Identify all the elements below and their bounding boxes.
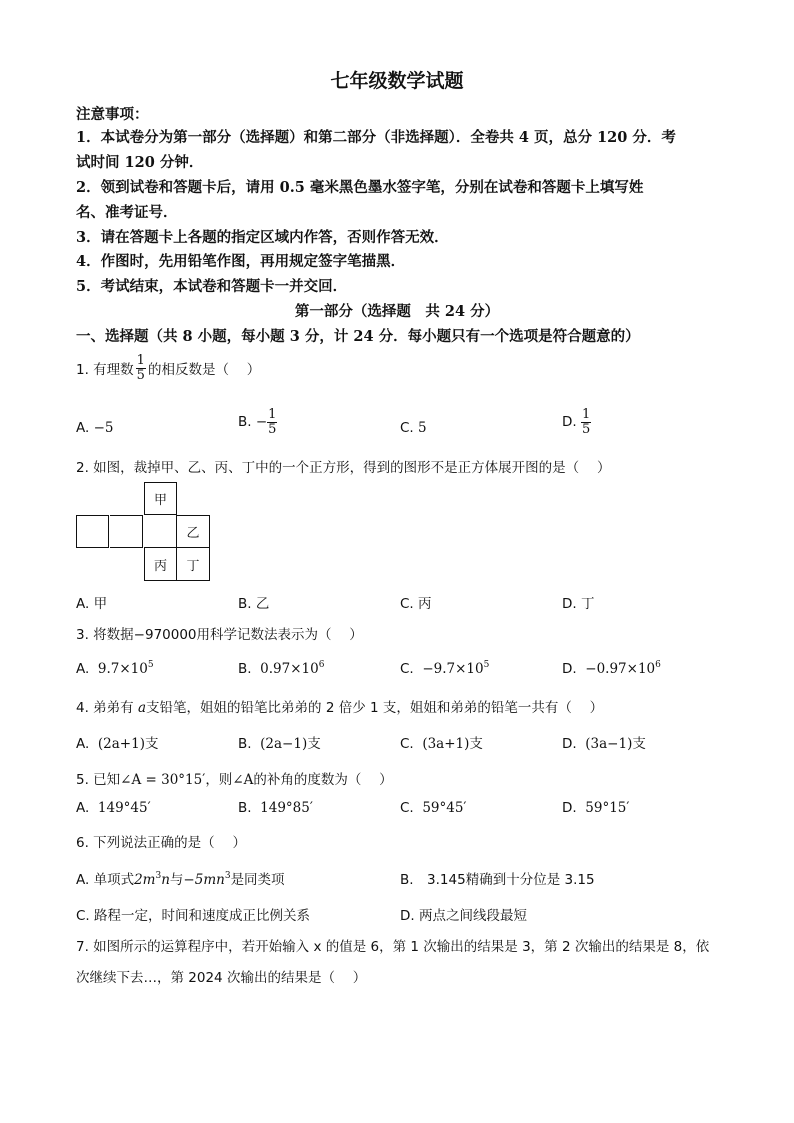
question-3-option-b (238, 660, 324, 677)
fraction-denominator: 5 (136, 367, 145, 383)
question-3-option-d (562, 660, 661, 677)
question-4-option-c (400, 732, 483, 752)
option-text: 与 (169, 872, 184, 888)
question-1-option-c (400, 420, 427, 436)
question-5-option-c (400, 800, 466, 816)
option-label: A. (76, 420, 90, 436)
notice-item: 2．领到试卷和答题卡后，请用 0.5 毫米黑色墨水签字笔，分别在试卷和答题卡上填写姓 (76, 179, 644, 196)
option-expression: (2a−1) (260, 736, 308, 752)
question-6-option-c: C. 路程一定，时间和速度成正比例关系 (76, 908, 311, 924)
notice-heading: 注意事项： (76, 106, 149, 123)
option-exponent: 6 (655, 660, 661, 670)
option-expression: (3a−1) (585, 736, 633, 752)
option-unit: 支 (307, 736, 321, 752)
question-5-option-b (238, 800, 313, 816)
option-unit: 支 (144, 736, 159, 752)
option-exponent: 6 (318, 660, 325, 670)
net-cell-jia: 甲 (144, 482, 177, 515)
option-sign: − (255, 414, 268, 431)
option-value: 59°45′ (422, 800, 467, 816)
question-2-stem: 2. 如图，裁掉甲、乙、丙、丁中的一个正方形，得到的图形不是正方体展开图的是（ ） (76, 460, 611, 476)
notice-item: 试时间 120 分钟． (76, 154, 204, 171)
question-1-option-b (238, 408, 277, 436)
option-base: 0.97×10 (260, 661, 319, 677)
question-4-stem (76, 696, 603, 716)
option-base: −0.97×10 (585, 661, 656, 677)
fraction-numerator: 1 (268, 407, 277, 422)
net-cell (144, 515, 177, 548)
option-value: 149°85′ (260, 800, 313, 816)
option-exponent: 3 (155, 871, 162, 881)
option-text: A. 单项式 (76, 872, 135, 888)
option-label: C. (400, 661, 414, 677)
question-5-option-a (76, 800, 151, 816)
fraction-denominator: 5 (581, 421, 591, 437)
question-3-option-a (76, 660, 154, 677)
question-6-option-a (76, 868, 285, 888)
question-5-angle: ∠A = 30°15′ (120, 772, 206, 788)
option-value: 5 (418, 420, 427, 436)
notice-item: 1．本试卷分为第一部分（选择题）和第二部分（非选择题）．全卷共 4 页，总分 120 分．考 (76, 129, 676, 146)
question-4-option-d (562, 732, 646, 752)
question-4-text-b: 支铅笔，姐姐的铅笔比弟弟的 2 倍少 1 支，姐姐和弟弟的铅笔一共有（ ） (146, 700, 604, 716)
question-2-option-b: B. 乙 (238, 596, 270, 612)
question-3-option-c (400, 660, 489, 677)
net-cell (76, 515, 109, 548)
question-1-text-b: 的相反数是（ ） (147, 362, 261, 379)
option-label: C. (400, 736, 414, 752)
question-5-text-a: 5. 已知 (76, 772, 121, 788)
option-fraction (267, 408, 277, 436)
question-7-stem-line2: 次继续下去…，第 2024 次输出的结果是（ ） (76, 970, 367, 986)
net-cell-yi: 乙 (177, 515, 210, 548)
net-cell (110, 515, 143, 548)
page-title: 七年级数学试题 (330, 70, 464, 92)
option-term: n (161, 872, 170, 888)
option-label: D. (562, 800, 577, 816)
option-term: −5mn (183, 872, 225, 888)
option-label: C. (400, 800, 414, 816)
option-base: −9.7×10 (422, 661, 484, 677)
question-5-stem (76, 768, 393, 788)
option-expression: (3a+1) (422, 736, 470, 752)
option-value: −5 (93, 420, 114, 436)
option-label: D. (562, 414, 577, 431)
question-3-stem: 3. 将数据−970000用科学记数法表示为（ ） (76, 627, 363, 643)
question-7-stem-line1: 7. 如图所示的运算程序中，若开始输入 x 的值是 6，第 1 次输出的结果是 3，第 2 次输出的结果是 8，依 (76, 939, 710, 955)
net-cell-bing: 丙 (144, 548, 177, 581)
option-exponent: 5 (147, 660, 154, 670)
question-5-text-c: 的补角的度数为（ ） (253, 772, 393, 788)
question-5-angle-ref: ∠A (232, 772, 254, 788)
question-4-text-a: 4. 弟弟有 (76, 700, 134, 716)
question-5-option-d (562, 800, 629, 816)
question-6-option-b: B. 3.145精确到十分位是 3.15 (400, 872, 595, 888)
option-label: D. (562, 661, 577, 677)
notice-item: 4．作图时，先用铅笔作图，再用规定签字笔描黑． (76, 253, 406, 270)
option-label: B. (238, 661, 252, 677)
option-exponent: 5 (483, 660, 490, 670)
option-label: D. (562, 736, 577, 752)
option-label: B. (238, 800, 252, 816)
fraction-numerator: 1 (581, 407, 591, 422)
question-2-option-d: D. 丁 (562, 596, 595, 612)
question-1-text-a: 1. 有理数 (76, 362, 134, 379)
option-unit: 支 (632, 736, 646, 752)
question-4-option-a (76, 732, 158, 752)
section1-heading: 一、选择题（共 8 小题，每小题 3 分，计 24 分．每小题只有一个选项是符合题意的） (76, 328, 640, 345)
question-6-option-d: D. 两点之间线段最短 (400, 908, 527, 924)
option-label: C. (400, 420, 414, 436)
option-exponent: 3 (224, 871, 231, 881)
notice-item: 名、准考证号． (76, 204, 178, 221)
question-2-option-a: A. 甲 (76, 596, 108, 612)
question-4-option-b (238, 732, 321, 752)
question-1-fraction (136, 354, 146, 382)
fraction-denominator: 5 (268, 421, 277, 437)
option-base: 9.7×10 (97, 661, 148, 677)
question-4-variable: a (137, 700, 147, 716)
option-unit: 支 (469, 736, 483, 752)
question-1-stem (76, 354, 260, 382)
option-text: 是同类项 (230, 872, 285, 888)
net-cell-ding: 丁 (177, 548, 210, 581)
option-label: A. (76, 736, 90, 752)
option-label: A. (76, 800, 90, 816)
notice-item: 5．考试结束，本试卷和答题卡一并交回． (76, 278, 348, 295)
question-5-text-b: ，则 (205, 772, 233, 788)
option-value: 149°45′ (97, 800, 151, 816)
fraction-numerator: 1 (136, 353, 145, 368)
option-term: 2m (134, 872, 156, 888)
option-fraction (581, 408, 591, 436)
question-2-option-c: C. 丙 (400, 596, 432, 612)
option-label: A. (76, 661, 90, 677)
option-label: B. (238, 736, 252, 752)
part1-heading: 第一部分（选择题 共 24 分） (294, 303, 500, 320)
notice-item: 3．请在答题卡上各题的指定区域内作答，否则作答无效． (76, 229, 449, 246)
question-6-stem: 6. 下列说法正确的是（ ） (76, 835, 246, 851)
question-1-option-d (562, 408, 591, 436)
option-expression: (2a+1) (97, 736, 145, 752)
question-1-option-a (76, 420, 114, 436)
option-label: B. (238, 414, 252, 431)
option-value: 59°15′ (585, 800, 630, 816)
